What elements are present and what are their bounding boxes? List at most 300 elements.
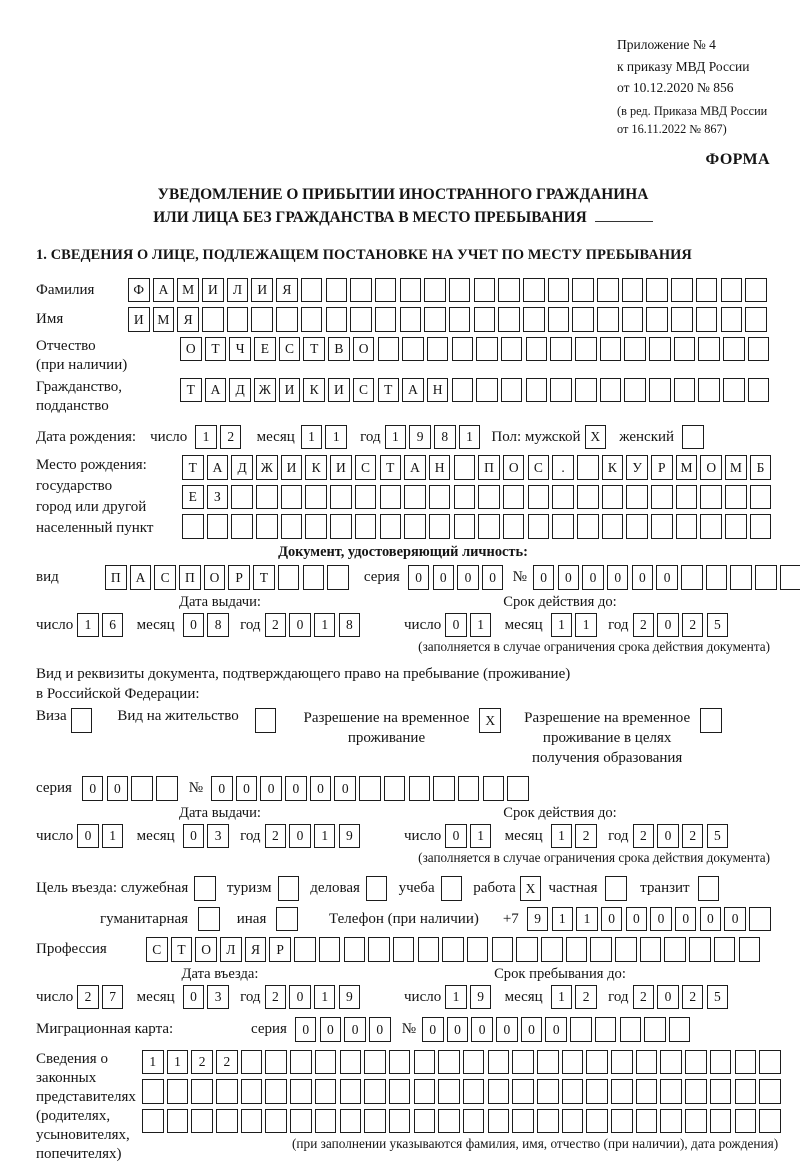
char-box[interactable] [611, 1109, 633, 1134]
char-box[interactable] [622, 278, 644, 303]
char-box[interactable]: 2 [265, 824, 287, 849]
char-box[interactable]: Т [180, 378, 202, 403]
char-box[interactable] [698, 337, 720, 362]
char-box[interactable]: 0 [433, 565, 455, 590]
char-box[interactable]: 0 [422, 1017, 444, 1042]
char-box[interactable]: 2 [575, 824, 597, 849]
char-box[interactable] [488, 1079, 510, 1104]
char-box[interactable]: 1 [301, 425, 323, 450]
char-box[interactable]: 5 [707, 985, 729, 1010]
char-box[interactable] [605, 876, 627, 901]
char-box[interactable]: К [305, 455, 327, 480]
char-box[interactable] [227, 307, 249, 332]
char-box[interactable]: 0 [408, 565, 430, 590]
char-box[interactable]: М [676, 455, 698, 480]
char-box[interactable]: И [128, 307, 150, 332]
char-box[interactable] [438, 1109, 460, 1134]
char-box[interactable]: 1 [551, 613, 573, 638]
char-box[interactable]: 1 [142, 1050, 164, 1075]
char-box[interactable] [375, 278, 397, 303]
char-box[interactable] [706, 565, 728, 590]
char-box[interactable]: 1 [552, 907, 574, 932]
char-box[interactable] [498, 307, 520, 332]
char-box[interactable]: А [402, 378, 424, 403]
char-box[interactable] [380, 485, 402, 510]
char-box[interactable] [498, 278, 520, 303]
char-box[interactable]: 0 [445, 613, 467, 638]
char-box[interactable] [326, 307, 348, 332]
char-box[interactable]: Т [182, 455, 204, 480]
char-box[interactable] [640, 937, 662, 962]
char-box[interactable]: Я [245, 937, 267, 962]
char-box[interactable]: 0 [211, 776, 233, 801]
char-box[interactable] [676, 485, 698, 510]
char-box[interactable] [427, 337, 449, 362]
char-box[interactable] [380, 514, 402, 539]
char-box[interactable] [725, 514, 747, 539]
char-box[interactable]: 1 [470, 824, 492, 849]
char-box[interactable] [600, 378, 622, 403]
char-box[interactable] [710, 1109, 732, 1134]
char-box[interactable] [721, 307, 743, 332]
char-box[interactable] [570, 1017, 592, 1042]
char-box[interactable] [378, 337, 400, 362]
char-box[interactable] [265, 1109, 287, 1134]
char-box[interactable]: О [353, 337, 375, 362]
char-box[interactable] [375, 307, 397, 332]
char-box[interactable]: Ф [128, 278, 150, 303]
char-box[interactable]: С [355, 455, 377, 480]
char-box[interactable] [516, 937, 538, 962]
char-box[interactable] [191, 1109, 213, 1134]
char-box[interactable] [463, 1050, 485, 1075]
char-box[interactable] [478, 514, 500, 539]
char-box[interactable] [624, 378, 646, 403]
char-box[interactable]: И [328, 378, 350, 403]
char-box[interactable]: Е [182, 485, 204, 510]
char-box[interactable] [636, 1109, 658, 1134]
char-box[interactable]: 0 [656, 565, 678, 590]
char-box[interactable] [442, 937, 464, 962]
char-box[interactable] [303, 565, 325, 590]
char-box[interactable] [572, 307, 594, 332]
char-box[interactable] [745, 278, 767, 303]
char-box[interactable]: Д [229, 378, 251, 403]
char-box[interactable]: З [207, 485, 229, 510]
char-box[interactable] [745, 307, 767, 332]
char-box[interactable] [384, 776, 406, 801]
char-box[interactable] [664, 937, 686, 962]
char-box[interactable] [198, 907, 220, 932]
char-box[interactable] [526, 337, 548, 362]
char-box[interactable]: Я [276, 278, 298, 303]
char-box[interactable] [566, 937, 588, 962]
char-box[interactable] [615, 937, 637, 962]
char-box[interactable]: 0 [369, 1017, 391, 1042]
char-box[interactable] [700, 708, 722, 733]
char-box[interactable]: 9 [339, 824, 361, 849]
char-box[interactable] [467, 937, 489, 962]
char-box[interactable] [723, 337, 745, 362]
char-box[interactable]: 0 [183, 985, 205, 1010]
char-box[interactable] [577, 485, 599, 510]
char-box[interactable]: 0 [320, 1017, 342, 1042]
char-box[interactable]: 0 [657, 613, 679, 638]
char-box[interactable] [315, 1079, 337, 1104]
char-box[interactable] [191, 1079, 213, 1104]
char-box[interactable]: 1 [385, 425, 407, 450]
char-box[interactable]: 2 [575, 985, 597, 1010]
char-box[interactable]: Р [269, 937, 291, 962]
char-box[interactable]: 2 [633, 985, 655, 1010]
char-box[interactable]: 0 [607, 565, 629, 590]
char-box[interactable] [575, 378, 597, 403]
char-box[interactable] [389, 1050, 411, 1075]
char-box[interactable]: 2 [265, 613, 287, 638]
char-box[interactable] [646, 278, 668, 303]
char-box[interactable] [364, 1079, 386, 1104]
char-box[interactable] [315, 1109, 337, 1134]
char-box[interactable]: 1 [102, 824, 124, 849]
char-box[interactable] [644, 1017, 666, 1042]
char-box[interactable] [523, 278, 545, 303]
char-box[interactable]: 0 [295, 1017, 317, 1042]
char-box[interactable]: 0 [77, 824, 99, 849]
char-box[interactable]: 0 [310, 776, 332, 801]
char-box[interactable] [602, 485, 624, 510]
char-box[interactable] [611, 1079, 633, 1104]
char-box[interactable]: 1 [576, 907, 598, 932]
char-box[interactable]: 0 [344, 1017, 366, 1042]
char-box[interactable] [231, 485, 253, 510]
char-box[interactable]: Р [651, 455, 673, 480]
char-box[interactable]: 2 [191, 1050, 213, 1075]
char-box[interactable] [389, 1079, 411, 1104]
char-box[interactable] [526, 378, 548, 403]
char-box[interactable] [418, 937, 440, 962]
char-box[interactable] [364, 1109, 386, 1134]
char-box[interactable] [256, 485, 278, 510]
char-box[interactable]: Ж [256, 455, 278, 480]
char-box[interactable] [142, 1109, 164, 1134]
char-box[interactable] [586, 1050, 608, 1075]
char-box[interactable] [265, 1050, 287, 1075]
char-box[interactable] [501, 378, 523, 403]
char-box[interactable] [700, 485, 722, 510]
char-box[interactable]: 0 [183, 824, 205, 849]
char-box[interactable]: 0 [445, 824, 467, 849]
char-box[interactable] [393, 937, 415, 962]
char-box[interactable]: Т [205, 337, 227, 362]
char-box[interactable]: 2 [220, 425, 242, 450]
char-box[interactable]: X [520, 876, 542, 901]
char-box[interactable] [400, 278, 422, 303]
char-box[interactable] [458, 776, 480, 801]
char-box[interactable] [202, 307, 224, 332]
char-box[interactable]: 9 [527, 907, 549, 932]
char-box[interactable] [649, 337, 671, 362]
char-box[interactable] [749, 907, 771, 932]
char-box[interactable] [454, 514, 476, 539]
char-box[interactable] [71, 708, 93, 733]
char-box[interactable] [278, 876, 300, 901]
char-box[interactable]: С [279, 337, 301, 362]
char-box[interactable] [330, 485, 352, 510]
char-box[interactable]: Н [427, 378, 449, 403]
char-box[interactable] [622, 307, 644, 332]
char-box[interactable] [750, 485, 772, 510]
char-box[interactable] [319, 937, 341, 962]
char-box[interactable] [364, 1050, 386, 1075]
char-box[interactable] [452, 378, 474, 403]
char-box[interactable] [404, 514, 426, 539]
char-box[interactable] [241, 1079, 263, 1104]
char-box[interactable]: М [725, 455, 747, 480]
char-box[interactable] [194, 876, 216, 901]
char-box[interactable] [409, 776, 431, 801]
char-box[interactable]: О [180, 337, 202, 362]
char-box[interactable] [700, 514, 722, 539]
char-box[interactable] [710, 1050, 732, 1075]
char-box[interactable] [488, 1050, 510, 1075]
char-box[interactable]: 2 [265, 985, 287, 1010]
char-box[interactable]: Т [303, 337, 325, 362]
char-box[interactable]: 3 [207, 985, 229, 1010]
char-box[interactable] [402, 337, 424, 362]
char-box[interactable] [340, 1050, 362, 1075]
char-box[interactable] [327, 565, 349, 590]
char-box[interactable] [689, 937, 711, 962]
char-box[interactable] [710, 1079, 732, 1104]
char-box[interactable] [602, 514, 624, 539]
char-box[interactable] [330, 514, 352, 539]
char-box[interactable] [142, 1079, 164, 1104]
char-box[interactable] [537, 1050, 559, 1075]
char-box[interactable]: 0 [471, 1017, 493, 1042]
char-box[interactable] [438, 1050, 460, 1075]
char-box[interactable]: 1 [470, 613, 492, 638]
char-box[interactable] [476, 337, 498, 362]
char-box[interactable]: 0 [447, 1017, 469, 1042]
char-box[interactable] [759, 1050, 781, 1075]
char-box[interactable] [597, 278, 619, 303]
char-box[interactable] [216, 1109, 238, 1134]
char-box[interactable]: К [602, 455, 624, 480]
char-box[interactable] [552, 485, 574, 510]
char-box[interactable] [624, 337, 646, 362]
char-box[interactable]: 0 [260, 776, 282, 801]
char-box[interactable] [651, 485, 673, 510]
char-box[interactable] [454, 455, 476, 480]
char-box[interactable] [216, 1079, 238, 1104]
char-box[interactable]: О [195, 937, 217, 962]
char-box[interactable] [550, 378, 572, 403]
char-box[interactable] [523, 307, 545, 332]
char-box[interactable] [550, 337, 572, 362]
char-box[interactable] [503, 485, 525, 510]
char-box[interactable]: 2 [682, 824, 704, 849]
char-box[interactable] [759, 1079, 781, 1104]
char-box[interactable] [463, 1079, 485, 1104]
char-box[interactable] [305, 514, 327, 539]
char-box[interactable] [350, 278, 372, 303]
char-box[interactable] [552, 514, 574, 539]
char-box[interactable]: И [202, 278, 224, 303]
char-box[interactable] [575, 337, 597, 362]
char-box[interactable]: 8 [207, 613, 229, 638]
char-box[interactable] [512, 1109, 534, 1134]
char-box[interactable] [674, 337, 696, 362]
char-box[interactable] [389, 1109, 411, 1134]
char-box[interactable]: 0 [626, 907, 648, 932]
char-box[interactable] [414, 1079, 436, 1104]
char-box[interactable] [725, 485, 747, 510]
char-box[interactable]: 0 [657, 985, 679, 1010]
char-box[interactable]: Т [253, 565, 275, 590]
char-box[interactable]: 1 [325, 425, 347, 450]
char-box[interactable] [685, 1050, 707, 1075]
char-box[interactable] [586, 1109, 608, 1134]
char-box[interactable] [611, 1050, 633, 1075]
char-box[interactable]: Л [220, 937, 242, 962]
char-box[interactable] [646, 307, 668, 332]
char-box[interactable]: 5 [707, 613, 729, 638]
char-box[interactable] [488, 1109, 510, 1134]
char-box[interactable] [278, 565, 300, 590]
char-box[interactable]: 5 [707, 824, 729, 849]
char-box[interactable]: И [330, 455, 352, 480]
char-box[interactable] [660, 1079, 682, 1104]
char-box[interactable]: М [153, 307, 175, 332]
char-box[interactable] [660, 1050, 682, 1075]
char-box[interactable] [441, 876, 463, 901]
char-box[interactable] [414, 1050, 436, 1075]
char-box[interactable] [350, 307, 372, 332]
char-box[interactable]: 9 [409, 425, 431, 450]
char-box[interactable] [681, 565, 703, 590]
char-box[interactable] [735, 1050, 757, 1075]
char-box[interactable]: 1 [551, 985, 573, 1010]
char-box[interactable]: 1 [195, 425, 217, 450]
char-box[interactable] [735, 1109, 757, 1134]
char-box[interactable] [597, 307, 619, 332]
char-box[interactable] [255, 708, 277, 733]
char-box[interactable]: 1 [77, 613, 99, 638]
char-box[interactable]: 2 [633, 613, 655, 638]
char-box[interactable] [698, 378, 720, 403]
char-box[interactable] [572, 278, 594, 303]
char-box[interactable]: О [700, 455, 722, 480]
char-box[interactable]: С [146, 937, 168, 962]
char-box[interactable]: 6 [102, 613, 124, 638]
char-box[interactable]: 0 [457, 565, 479, 590]
char-box[interactable] [512, 1050, 534, 1075]
char-box[interactable] [537, 1079, 559, 1104]
char-box[interactable]: С [353, 378, 375, 403]
char-box[interactable]: 2 [633, 824, 655, 849]
char-box[interactable] [528, 514, 550, 539]
char-box[interactable]: С [528, 455, 550, 480]
char-box[interactable] [301, 307, 323, 332]
char-box[interactable]: О [503, 455, 525, 480]
char-box[interactable]: X [585, 425, 607, 450]
char-box[interactable] [241, 1109, 263, 1134]
char-box[interactable] [660, 1109, 682, 1134]
char-box[interactable]: 0 [657, 824, 679, 849]
char-box[interactable] [454, 485, 476, 510]
char-box[interactable]: Н [429, 455, 451, 480]
char-box[interactable]: 0 [289, 613, 311, 638]
char-box[interactable]: А [207, 455, 229, 480]
char-box[interactable] [507, 776, 529, 801]
char-box[interactable]: 0 [650, 907, 672, 932]
char-box[interactable] [429, 485, 451, 510]
char-box[interactable] [368, 937, 390, 962]
char-box[interactable] [541, 937, 563, 962]
char-box[interactable] [340, 1079, 362, 1104]
char-box[interactable] [577, 455, 599, 480]
char-box[interactable] [503, 514, 525, 539]
char-box[interactable] [676, 514, 698, 539]
char-box[interactable] [483, 776, 505, 801]
char-box[interactable]: 1 [575, 613, 597, 638]
char-box[interactable] [404, 485, 426, 510]
char-box[interactable] [636, 1050, 658, 1075]
char-box[interactable]: 1 [314, 613, 336, 638]
char-box[interactable]: 0 [521, 1017, 543, 1042]
char-box[interactable] [131, 776, 153, 801]
char-box[interactable] [429, 514, 451, 539]
char-box[interactable] [478, 485, 500, 510]
char-box[interactable]: И [251, 278, 273, 303]
char-box[interactable]: . [552, 455, 574, 480]
char-box[interactable] [449, 278, 471, 303]
char-box[interactable]: 9 [339, 985, 361, 1010]
char-box[interactable]: А [130, 565, 152, 590]
char-box[interactable] [281, 485, 303, 510]
char-box[interactable] [682, 425, 704, 450]
char-box[interactable]: 0 [496, 1017, 518, 1042]
char-box[interactable] [620, 1017, 642, 1042]
char-box[interactable]: 1 [167, 1050, 189, 1075]
char-box[interactable] [626, 514, 648, 539]
char-box[interactable] [501, 337, 523, 362]
char-box[interactable]: 8 [339, 613, 361, 638]
char-box[interactable]: 0 [582, 565, 604, 590]
char-box[interactable] [685, 1109, 707, 1134]
char-box[interactable] [167, 1109, 189, 1134]
char-box[interactable]: 0 [236, 776, 258, 801]
char-box[interactable] [723, 378, 745, 403]
char-box[interactable] [528, 485, 550, 510]
char-box[interactable]: У [626, 455, 648, 480]
char-box[interactable] [290, 1050, 312, 1075]
char-box[interactable] [256, 514, 278, 539]
char-box[interactable]: 0 [558, 565, 580, 590]
char-box[interactable]: П [105, 565, 127, 590]
char-box[interactable]: 0 [724, 907, 746, 932]
char-box[interactable]: А [404, 455, 426, 480]
char-box[interactable]: X [479, 708, 501, 733]
char-box[interactable] [424, 307, 446, 332]
char-box[interactable] [355, 514, 377, 539]
char-box[interactable] [671, 307, 693, 332]
char-box[interactable] [562, 1050, 584, 1075]
char-box[interactable] [590, 937, 612, 962]
char-box[interactable]: 0 [334, 776, 356, 801]
char-box[interactable]: 3 [207, 824, 229, 849]
char-box[interactable] [276, 907, 298, 932]
